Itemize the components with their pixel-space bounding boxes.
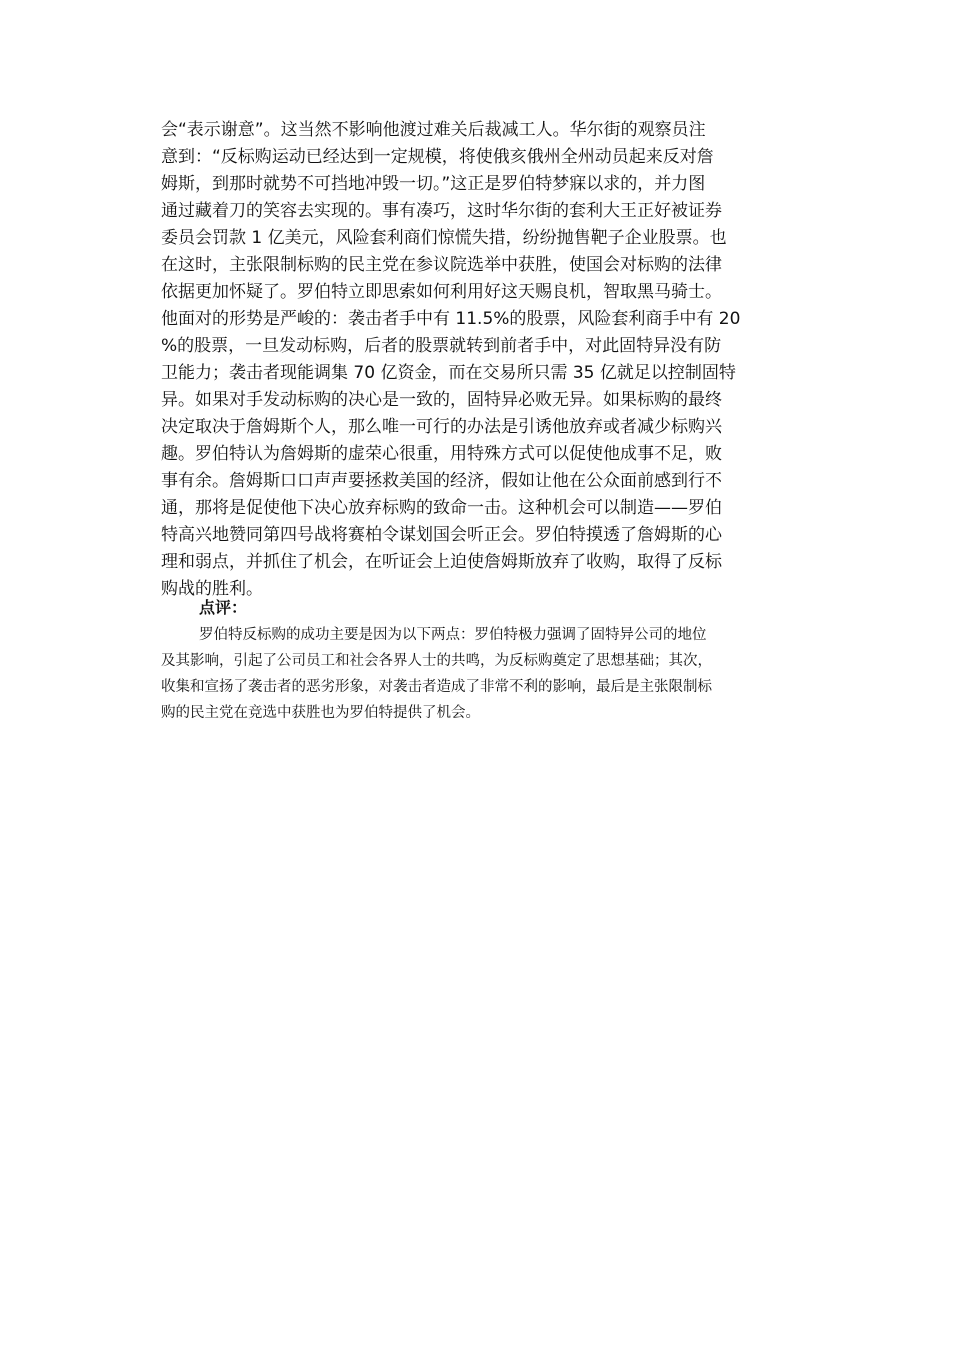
comment-line: 及其影响，引起了公司员工和社会各界人士的共鸣，为反标购奠定了思想基础；其次， (161, 653, 712, 669)
paragraph-line: 依据更加怀疑了。罗伯特立即思索如何利用好这天赐良机，智取黑马骑士。 (161, 282, 722, 302)
paragraph-line: 在这时，主张限制标购的民主党在参议院选举中获胜，使国会对标购的法律 (161, 255, 722, 275)
paragraph-line: 姆斯，到那时就势不可挡地冲毁一切。”这正是罗伯特梦寐以求的，并力图 (161, 174, 706, 194)
paragraph-line: 购战的胜利。 (161, 579, 263, 599)
comment-paragraph (161, 622, 801, 726)
main-paragraph (161, 117, 801, 603)
comment-line: 罗伯特反标购的成功主要是因为以下两点：罗伯特极力强调了固特异公司的地位 (199, 627, 707, 643)
paragraph-line: 事有余。詹姆斯口口声声要拯救美国的经济，假如让他在公众面前感到行不 (161, 471, 722, 491)
paragraph-line: 异。如果对手发动标购的决心是一致的，固特异必败无异。如果标购的最终 (161, 390, 722, 410)
paragraph-line: 决定取决于詹姆斯个人，那么唯一可行的办法是引诱他放弃或者减少标购兴 (161, 417, 722, 437)
paragraph-line: 通过藏着刀的笑容去实现的。事有凑巧，这时华尔街的套利大王正好被证券 (161, 201, 722, 221)
paragraph-line: 意到：“反标购运动已经达到一定规模，将使俄亥俄州全州动员起来反对詹 (161, 147, 714, 167)
paragraph-line: 他面对的形势是严峻的：袭击者手中有 11.5%的股票，风险套利商手中有 20 (161, 309, 741, 329)
comment-line: 收集和宣扬了袭击者的恶劣形象，对袭击者造成了非常不利的影响，最后是主张限制标 (161, 679, 712, 695)
paragraph-line: 委员会罚款 1 亿美元，风险套利商们惊慌失措，纷纷抛售靶子企业股票。也 (161, 228, 727, 248)
comment-heading: 点评： (199, 598, 248, 617)
paragraph-line: 理和弱点，并抓住了机会，在听证会上迫使詹姆斯放弃了收购，取得了反标 (161, 552, 722, 572)
paragraph-line: 特高兴地赞同第四号战将赛柏令谋划国会听正会。罗伯特摸透了詹姆斯的心 (161, 525, 722, 545)
paragraph-line: 会“表示谢意”。这当然不影响他渡过难关后裁减工人。华尔街的观察员注 (161, 120, 706, 140)
paragraph-line: %的股票，一旦发动标购，后者的股票就转到前者手中，对此固特异没有防 (161, 336, 722, 356)
paragraph-line: 卫能力；袭击者现能调集 70 亿资金，而在交易所只需 35 亿就足以控制固特 (161, 363, 736, 383)
comment-line: 购的民主党在竞选中获胜也为罗伯特提供了机会。 (161, 705, 480, 721)
paragraph-line: 趣。罗伯特认为詹姆斯的虚荣心很重，用特殊方式可以促使他成事不足，败 (161, 444, 722, 464)
paragraph-line: 通，那将是促使他下决心放弃标购的致命一击。这种机会可以制造——罗伯 (161, 498, 722, 518)
